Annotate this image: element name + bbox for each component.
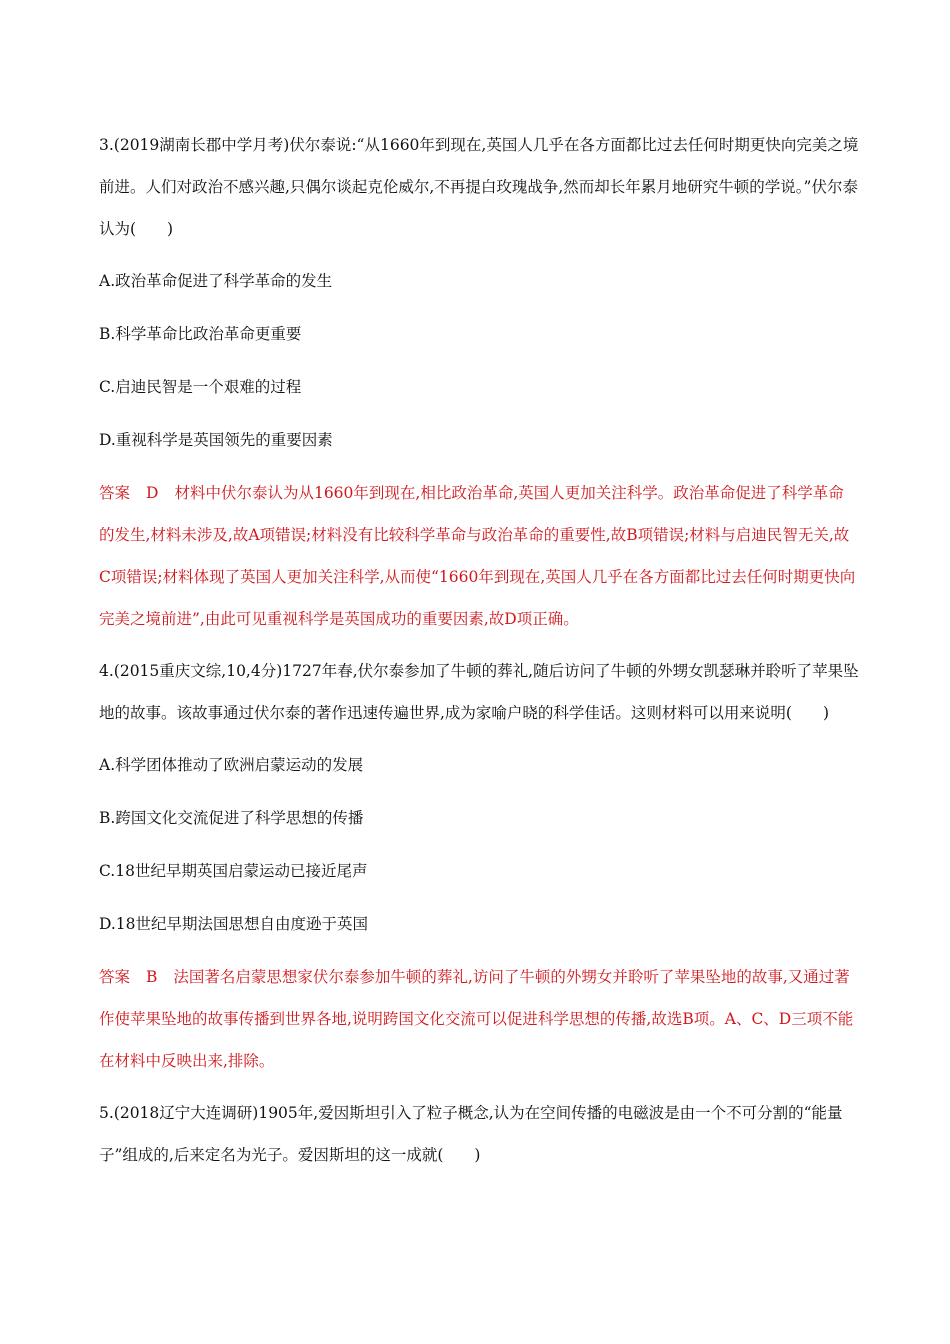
question-4 (99, 650, 859, 1082)
question-3-option-d: D.重视科学是英国领先的重要因素 (99, 431, 333, 449)
answer-label: 答案 (99, 484, 131, 502)
question-4-option-a: A.科学团体推动了欧洲启蒙运动的发展 (99, 756, 364, 774)
question-3-option-b: B.科学革命比政治革命更重要 (99, 325, 302, 343)
question-3-answer (99, 472, 859, 640)
question-4-option-d: D.18世纪早期法国思想自由度逊于英国 (99, 915, 369, 933)
question-4-answer (99, 956, 859, 1082)
answer-letter: B (146, 968, 158, 986)
question-3-option-c: C.启迪民智是一个艰难的过程 (99, 378, 302, 396)
question-4-option-b: B.跨国文化交流促进了科学思想的传播 (99, 809, 364, 827)
question-3-stem: 3.(2019湖南长郡中学月考)伏尔泰说:“从1660年到现在,英国人几乎在各方面都比过去任何时期更快向完美之境前进。人们对政治不感兴趣,只偶尔谈起克伦威尔,不再提白玫瑰战争,然而却长年累月地研究牛顿的学说。”伏尔泰认为( ) (99, 136, 859, 238)
answer-label: 答案 (99, 968, 131, 986)
answer-explanation: 法国著名启蒙思想家伏尔泰参加牛顿的葬礼,访问了牛顿的外甥女并聆听了苹果坠地的故事,又通过著作使苹果坠地的故事传播到世界各地,说明跨国文化交流可以促进科学思想的传播,故选B项。A、C、D三项不能在材料中反映出来,排除。 (99, 968, 854, 1070)
document-page (99, 124, 859, 1176)
question-5 (99, 1092, 859, 1176)
question-4-option-c: C.18世纪早期英国启蒙运动已接近尾声 (99, 862, 368, 880)
answer-letter: D (146, 484, 159, 502)
question-4-stem: 4.(2015重庆文综,10,4分)1727年春,伏尔泰参加了牛顿的葬礼,随后访问了牛顿的外甥女凯瑟琳并聆听了苹果坠地的故事。该故事通过伏尔泰的著作迅速传遍世界,成为家喻户晓的科学佳话。这则材料可以用来说明( ) (99, 662, 859, 722)
question-3 (99, 124, 859, 640)
question-5-stem: 5.(2018辽宁大连调研)1905年,爱因斯坦引入了粒子概念,认为在空间传播的电磁波是由一个不可分割的“能量子”组成的,后来定名为光子。爱因斯坦的这一成就( ) (99, 1104, 843, 1164)
question-3-option-a: A.政治革命促进了科学革命的发生 (99, 272, 333, 290)
answer-explanation: 材料中伏尔泰认为从1660年到现在,相比政治革命,英国人更加关注科学。政治革命促进了科学革命的发生,材料未涉及,故A项错误;材料没有比较科学革命与政治革命的重要性,故B项错误;材料与启迪民智无关,故C项错误;材料体现了英国人更加关注科学,从而使“1660年到现在,英国人几乎在各方面都比过去任何时期更快向完美之境前进”,由此可见重视科学是英国成功的重要因素,故D项正确。 (99, 484, 856, 628)
